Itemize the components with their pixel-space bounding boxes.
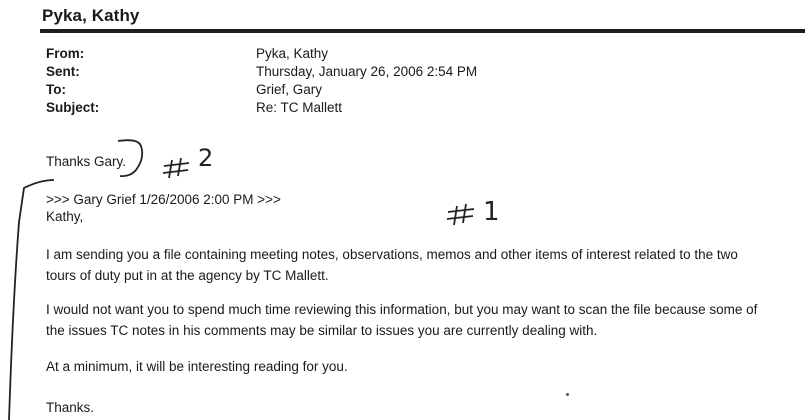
handwritten-number-2: 2: [198, 144, 214, 172]
sent-label: Sent:: [46, 64, 80, 79]
handwritten-hash-2-icon: [163, 158, 189, 178]
paragraph-1-line-2: tours of duty put in at the agency by TC Mallett.: [46, 268, 329, 283]
handwritten-bracket-icon: [118, 140, 142, 176]
from-value: Pyka, Kathy: [256, 46, 329, 61]
quoted-header: >>> Gary Grief 1/26/2006 2:00 PM >>>: [46, 192, 281, 207]
handwritten-hash-1-icon: [447, 204, 474, 225]
paragraph-3: At a minimum, it will be interesting reading for you.: [46, 359, 348, 374]
reply-text: Thanks Gary.: [46, 154, 127, 169]
handwritten-side-bracket-icon: [9, 180, 54, 420]
to-value: Grief, Gary: [256, 82, 323, 97]
paragraph-1-line-1: I am sending you a file containing meeting notes, observations, memos and other items of interest related to the two: [46, 247, 738, 262]
from-label: From:: [46, 46, 85, 61]
subject-label: Subject:: [46, 100, 100, 115]
paragraph-2-line-2: the issues TC notes in his comments may be similar to issues you are currently dealing with.: [46, 323, 598, 338]
subject-value: Re: TC Mallett: [256, 100, 343, 115]
closing: Thanks.: [46, 400, 95, 415]
to-label: To:: [46, 82, 66, 97]
salutation: Kathy,: [46, 209, 84, 224]
email-owner-title: Pyka, Kathy: [42, 6, 140, 25]
handwritten-number-1: 1: [483, 197, 500, 227]
sent-value: Thursday, January 26, 2006 2:54 PM: [256, 64, 478, 79]
scan-speck: [566, 393, 569, 396]
paragraph-2-line-1: I would not want you to spend much time reviewing this information, but you may want to scan the file because some of: [46, 302, 758, 317]
